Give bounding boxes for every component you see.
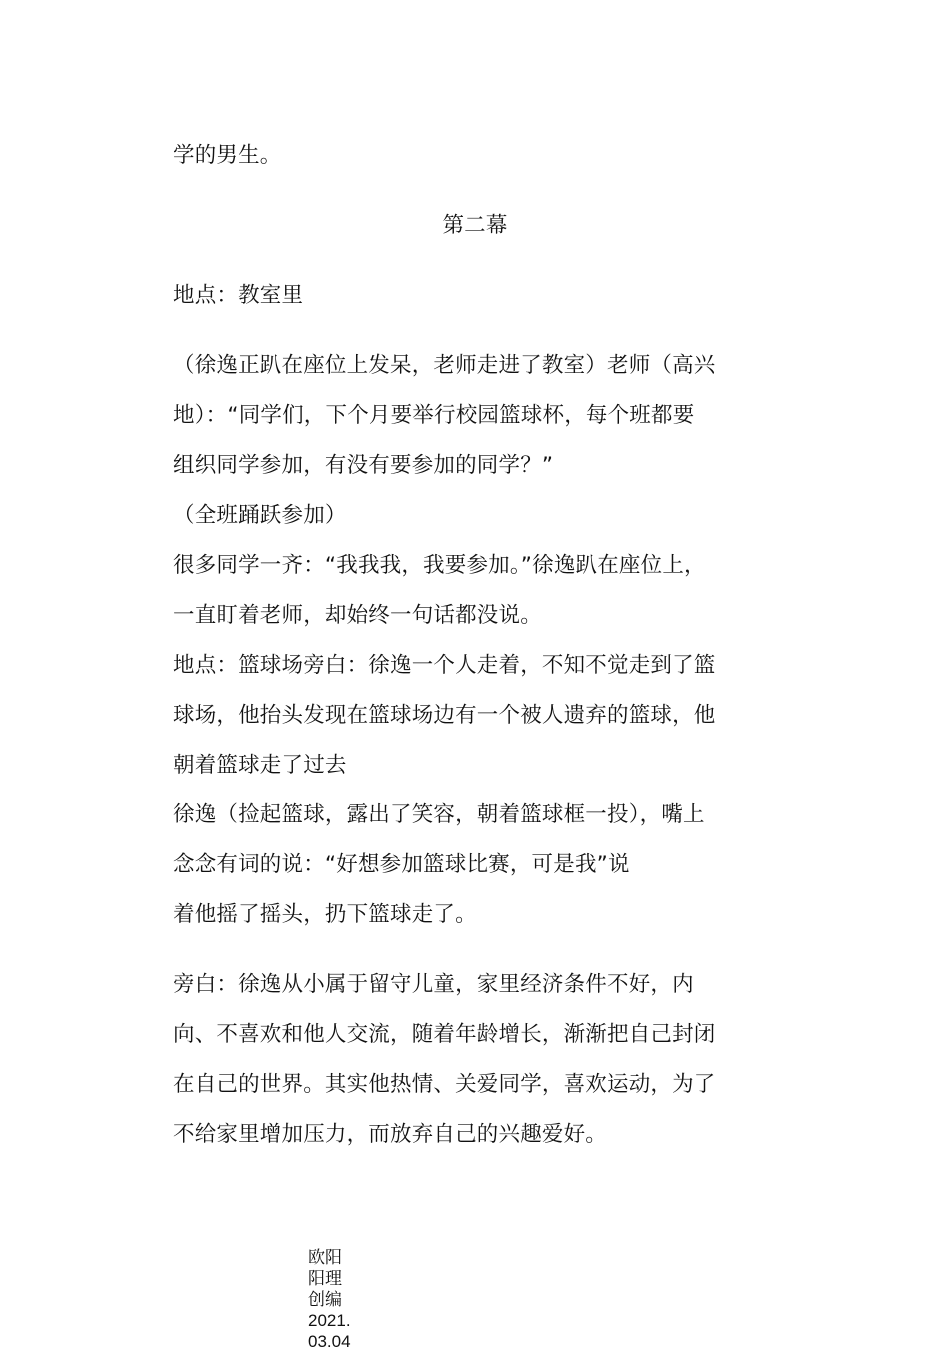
text-line: 很多同学一齐：“我我我，我要参加。”徐逸趴在座位上， [173,553,706,578]
text-line: 旁白：徐逸从小属于留守儿童，家里经济条件不好，内 [173,972,694,997]
footer-line: 欧阳 [308,1248,342,1267]
text-line: 在自己的世界。其实他热情、关爱同学，喜欢运动，为了 [173,1072,716,1097]
text-line: 一直盯着老师，却始终一句话都没说。 [173,603,542,628]
text-line: 地点：篮球场旁白：徐逸一个人走着，不知不觉走到了篮 [173,653,716,678]
scene-heading: 第二幕 [442,213,508,238]
footer-line: 03.04 [308,1332,351,1351]
text-line: （全班踊跃参加） [173,503,347,528]
footer-line: 2021. [308,1311,351,1330]
text-line: 地）：“同学们，下个月要举行校园篮球杯，每个班都要 [173,403,695,428]
author-footer [308,1247,368,1352]
text-line: 地点：教室里 [173,283,304,308]
text-line: 徐逸（捡起篮球，露出了笑容，朝着篮球框一投），嘴上 [173,802,705,827]
text-line: 着他摇了摇头，扔下篮球走了。 [173,902,477,927]
footer-line: 阳理 [308,1269,342,1288]
text-line: 朝着篮球走了过去 [173,753,347,778]
footer-line: 创编 [308,1290,342,1309]
text-line: 不给家里增加压力，而放弃自己的兴趣爱好。 [173,1122,608,1147]
text-line: 学的男生。 [173,143,282,168]
text-line: 组织同学参加，有没有要参加的同学？” [173,453,554,478]
text-line: 念念有词的说：“好想参加篮球比赛，可是我”说 [173,852,630,877]
text-line: 球场，他抬头发现在篮球场边有一个被人遗弃的篮球，他 [173,703,716,728]
text-line: 向、不喜欢和他人交流，随着年龄增长，渐渐把自己封闭 [173,1022,716,1047]
text-line: （徐逸正趴在座位上发呆，老师走进了教室）老师（高兴 [173,353,716,378]
